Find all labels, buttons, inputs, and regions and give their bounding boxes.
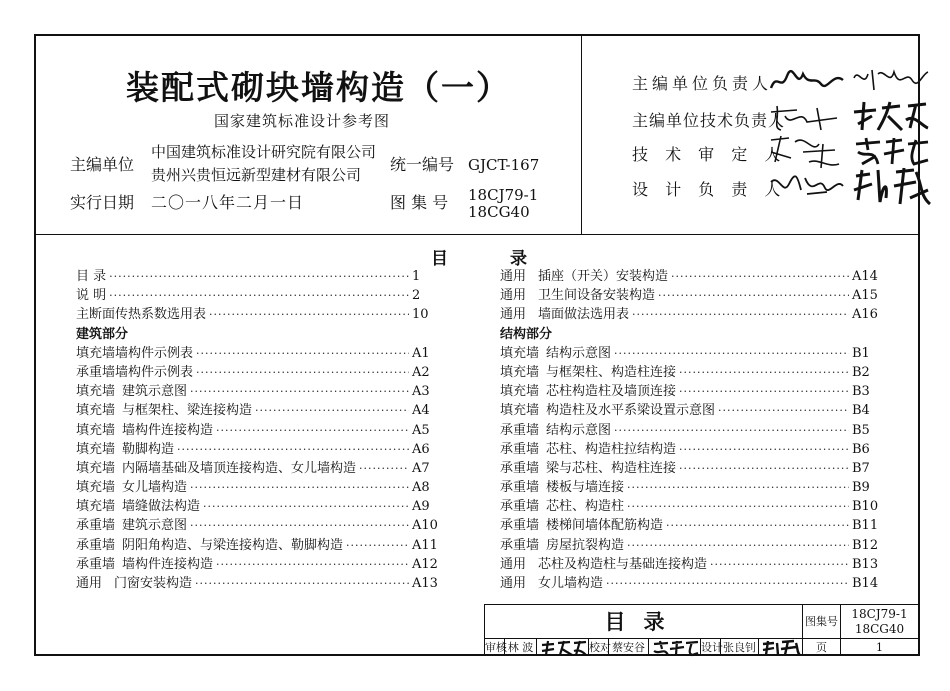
title-block-atlas-no-1: 18CJ79-1 <box>851 607 908 621</box>
editor-unit-2: 贵州兴贵恒远新型建材有限公司 <box>151 166 362 184</box>
toc-item[interactable]: 填充墙 勒脚构造 ····· A6 <box>76 440 442 459</box>
atlas-no-1: 18CJ79-1 <box>468 186 539 204</box>
checker-signature <box>649 639 701 654</box>
toc-right-column <box>500 267 892 593</box>
page-subtitle: 国家建筑标准设计参考图 <box>214 112 391 130</box>
reviewer-name: 林 波 <box>505 639 537 654</box>
title-block-atlas-no-2: 18CG40 <box>854 622 905 636</box>
toc-title-right: 录 <box>510 249 527 269</box>
role-tech-head: 主编单位技术负责人 <box>632 111 786 130</box>
toc-item[interactable]: 填充墙 墙缝做法构造 ····· A9 <box>76 497 442 516</box>
signature-designer-1 <box>767 170 847 202</box>
toc-item[interactable]: 承重墙 楼梯间墙体配筋构造 ····· B11 <box>500 516 892 535</box>
toc-item[interactable]: 承重墙 楼板与墙连接 ····· B9 <box>500 478 892 497</box>
title-block-atlas-label: 图集号 <box>803 605 841 639</box>
signature-editor-head-2 <box>850 64 930 94</box>
page-label: 页 <box>803 639 841 654</box>
toc-item[interactable]: 填充墙 墙构件连接构造 ····· A5 <box>76 421 442 440</box>
title-block-title: 目录 <box>485 605 803 639</box>
toc-item[interactable]: 填充墙 与框架柱、梁连接构造 ····· A4 <box>76 401 442 420</box>
role-reviewer: 技 术 审 定 人 <box>632 145 787 164</box>
toc-item[interactable]: 通用 女儿墙构造 ····· B14 <box>500 574 892 593</box>
toc-title-left: 目 <box>431 249 448 269</box>
editor-label: 主编单位 <box>70 155 135 174</box>
signature-tech-head-1 <box>767 102 842 134</box>
toc-item[interactable]: 承重墙 建筑示意图 ····· A10 <box>76 516 442 535</box>
toc-item[interactable]: 承重墙 结构示意图 ····· B5 <box>500 421 892 440</box>
toc-left-column <box>76 267 442 593</box>
signature-editor-head-1 <box>767 66 847 96</box>
reviewer-signature <box>537 639 589 654</box>
header-divider <box>36 234 918 235</box>
toc-item[interactable]: 填充墙 建筑示意图 ····· A3 <box>76 382 442 401</box>
toc-section-heading: 结构部分 <box>500 326 553 342</box>
toc-item[interactable]: 填充墙 女儿墙构造 ····· A8 <box>76 478 442 497</box>
toc-item[interactable]: 承重墙 房屋抗裂构造 ····· B12 <box>500 536 892 555</box>
date-value: 二〇一八年二月一日 <box>151 193 305 212</box>
title-block <box>484 604 918 654</box>
header-info <box>36 36 581 234</box>
page-title: 装配式砌块墙构造（一） <box>126 68 511 107</box>
design-label: 设计 <box>701 641 723 654</box>
toc-item[interactable]: 填充墙 与框架柱、构造柱连接 ····· B2 <box>500 363 892 382</box>
page-number: 1 <box>876 641 883 654</box>
toc-item[interactable]: 承重墙 芯柱、构造柱 ····· B10 <box>500 497 892 516</box>
toc-item[interactable]: 承重墙 墙构件连接构造 ····· A12 <box>76 555 442 574</box>
toc-item[interactable]: 通用 芯柱及构造柱与基础连接构造 ····· B13 <box>500 555 892 574</box>
role-editor-head: 主编单位负责人 <box>632 74 773 93</box>
unified-no: GJCT-167 <box>468 156 540 174</box>
atlas-label: 图 集 号 <box>390 193 449 212</box>
toc-item[interactable]: 主断面传热系数选用表 ····· 10 <box>76 305 442 324</box>
toc-item[interactable]: 承重墙墙构件示例表 ····· A2 <box>76 363 442 382</box>
toc-item[interactable]: 填充墙 结构示意图 ····· B1 <box>500 344 892 363</box>
toc-item[interactable]: 填充墙 构造柱及水平系梁设置示意图 ····· B4 <box>500 401 892 420</box>
designer-signature <box>759 639 803 654</box>
toc-item[interactable]: 通用 墙面做法选用表 ····· A16 <box>500 305 892 324</box>
toc-item[interactable]: 通用 插座（开关）安装构造 ····· A14 <box>500 267 892 286</box>
atlas-no-2: 18CG40 <box>468 203 530 221</box>
signature-designer-2 <box>850 164 935 208</box>
date-label: 实行日期 <box>70 193 135 212</box>
toc-item[interactable]: 说 明 ····· 2 <box>76 286 442 305</box>
checker-name: 蔡安谷 <box>609 639 649 654</box>
toc-item[interactable]: 通用 门窗安装构造 ····· A13 <box>76 574 442 593</box>
responsibles-panel <box>581 36 918 234</box>
editor-unit-1: 中国建筑标准设计研究院有限公司 <box>151 143 377 161</box>
toc-section-heading: 建筑部分 <box>76 326 129 342</box>
toc-item[interactable]: 填充墙 芯柱构造柱及墙顶连接 ····· B3 <box>500 382 892 401</box>
toc-item[interactable]: 填充墙墙构件示例表 ····· A1 <box>76 344 442 363</box>
toc-item[interactable]: 承重墙 阴阳角构造、与梁连接构造、勒脚构造 ····· A11 <box>76 536 442 555</box>
signature-tech-head-2 <box>850 98 930 134</box>
toc-item[interactable]: 目 录 ····· 1 <box>76 267 442 286</box>
toc-item[interactable]: 承重墙 梁与芯柱、构造柱连接 ····· B7 <box>500 459 892 478</box>
signature-reviewer-1 <box>765 132 845 172</box>
role-designer: 设 计 负 责 人 <box>632 180 787 199</box>
title-block-signoff-row <box>485 639 918 654</box>
review-label: 审核 <box>485 641 507 654</box>
toc-item[interactable]: 通用 卫生间设备安装构造 ····· A15 <box>500 286 892 305</box>
toc-item[interactable]: 承重墙 芯柱、构造柱拉结构造 ····· B6 <box>500 440 892 459</box>
title-block-atlas-no <box>841 605 918 639</box>
check-label: 校对 <box>589 641 611 654</box>
unified-no-label: 统一编号 <box>390 155 455 174</box>
designer-name: 张良钊 <box>721 639 759 654</box>
toc-item[interactable]: 填充墙 内隔墙基础及墙顶连接构造、女儿墙构造 ····· A7 <box>76 459 442 478</box>
drawing-sheet <box>34 34 920 656</box>
